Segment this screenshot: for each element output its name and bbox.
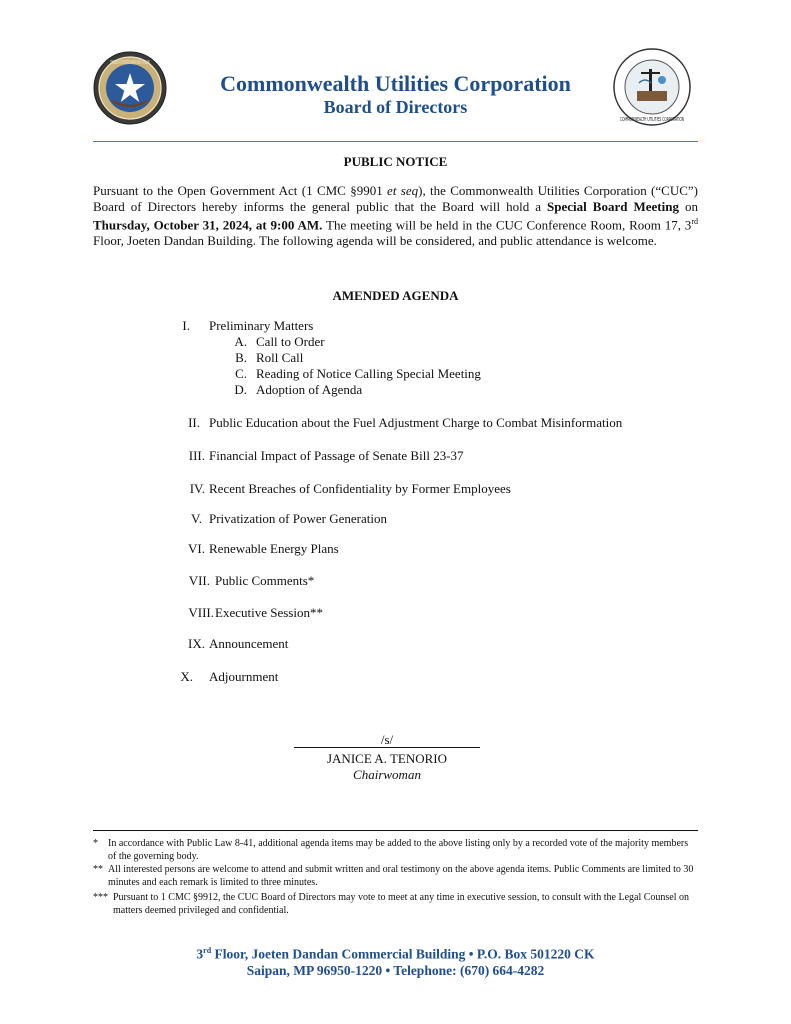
footnote: * In accordance with Public Law 8-41, additional agenda items may be added to the above listing only by a recorded vote of the majority members of the governing body.: [93, 838, 689, 862]
signature-mark: /s/: [380, 732, 394, 747]
signature-line: [294, 747, 480, 748]
notice-paragraph: Pursuant to the Open Government Act (1 CMC §9901 et seq), the Commonwealth Utilities Corporation (“CUC”) Board of Directors hereby informs the general public that the Board will hold a Special Board Meeting on Thursday, October 31, 2024, at 9:00 AM. The meeting will be held in the CUC Conference Room, Room 17, 3rd Floor, Joeten Dandan Building. The following agenda will be considered, and public attendance is welcome.: [93, 183, 698, 248]
signer-title: Chairwoman: [353, 767, 421, 782]
seal-text: COMMONWEALTH OF THE NORTHERN MARIANA ISLANDS · OFFICIAL SEAL: [110, 60, 151, 66]
board-name: Board of Directors: [323, 97, 468, 117]
signer-name: JANICE A. TENORIO: [326, 751, 447, 766]
agenda-title: AMENDED AGENDA: [332, 288, 459, 303]
footer-contact: Saipan, MP 96950-1220 • Telephone: (670) 664-4282: [246, 963, 545, 978]
footer-address: 3rd Floor, Joeten Dandan Commercial Building • P.O. Box 501220 CK: [196, 946, 595, 962]
header-divider: [93, 141, 698, 142]
footnote: ** All interested persons are welcome to attend and submit written and oral testimony on the above agenda items. Public Comments are limited to 30 minutes and each remark is limited to three minutes.: [93, 864, 694, 888]
seal-text: COMMONWEALTH UTILITIES CORPORATION: [620, 117, 684, 123]
footnote: *** Pursuant to 1 CMC §9912, the CUC Board of Directors may vote to meet at any time in executive session, to consult with the Legal Counsel on matters deemed privileged and confidential.: [93, 892, 690, 916]
org-name: Commonwealth Utilities Corporation: [220, 71, 571, 96]
footnote-divider: [93, 830, 698, 831]
notice-title: PUBLIC NOTICE: [343, 154, 448, 169]
